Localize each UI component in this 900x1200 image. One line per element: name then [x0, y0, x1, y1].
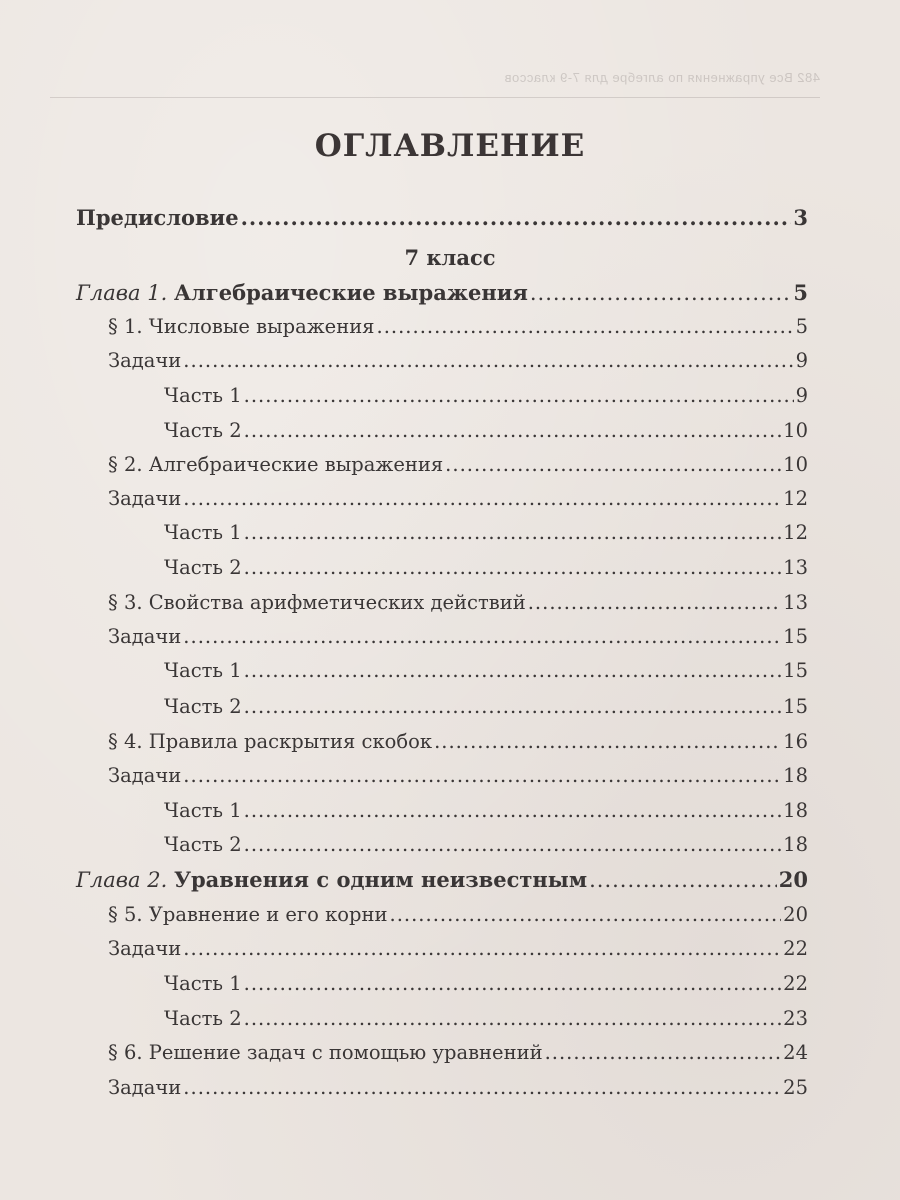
- chapter-name: Уравнения с одним неизвестным: [173, 867, 588, 892]
- chapter-name: Алгебраические выражения: [173, 280, 528, 305]
- toc-entry-label: Часть 2: [164, 1007, 242, 1030]
- toc-entry-page: 18: [783, 833, 808, 856]
- toc-tasks[interactable]: [108, 484, 808, 514]
- toc-tasks[interactable]: [108, 761, 808, 791]
- toc-part-1[interactable]: [164, 381, 808, 411]
- toc-entry-page: 5: [795, 315, 808, 338]
- toc-part-2[interactable]: [164, 1004, 808, 1034]
- toc-entry-label: Часть 1: [164, 799, 242, 822]
- toc-entry-label: Часть 1: [164, 384, 242, 407]
- toc-entry-page: 20: [783, 903, 808, 926]
- toc-entry-page: 20: [778, 867, 808, 892]
- toc-entry-label: Задачи: [108, 487, 182, 510]
- toc-tasks[interactable]: [108, 346, 808, 376]
- toc-entry-label: Часть 1: [164, 972, 242, 995]
- toc-entry-page: 9: [795, 384, 808, 407]
- toc-entry-label: Задачи: [108, 625, 182, 648]
- chapter-prefix: Глава 1.: [76, 281, 168, 305]
- toc-entry-label: Задачи: [108, 349, 182, 372]
- toc-entry-label: Часть 1: [164, 659, 242, 682]
- leader-dots: [390, 900, 782, 930]
- toc-part-1[interactable]: [164, 969, 808, 999]
- leader-dots: [244, 656, 782, 686]
- toc-entry-preface[interactable]: [76, 203, 808, 233]
- toc-chapter-1[interactable]: [76, 278, 808, 308]
- toc-entry-page: 12: [783, 521, 808, 544]
- leader-dots: [183, 484, 781, 514]
- toc-entry-page: 24: [783, 1041, 808, 1064]
- toc-part-2[interactable]: [164, 830, 808, 860]
- toc-entry-label: § 1. Числовые выражения: [108, 315, 375, 338]
- bleed-through-header: 482 Все упражнения по алгебре для 7-9 классов: [504, 70, 820, 85]
- toc-entry-label: Часть 2: [164, 419, 242, 442]
- toc-entry-page: 3: [793, 205, 808, 230]
- leader-dots: [183, 346, 793, 376]
- toc-entry-label: Часть 2: [164, 556, 242, 579]
- leader-dots: [183, 934, 781, 964]
- leader-dots: [183, 1073, 781, 1103]
- toc-entry-page: 18: [783, 799, 808, 822]
- leader-dots: [241, 203, 792, 233]
- leader-dots: [244, 381, 794, 411]
- toc-part-1[interactable]: [164, 656, 808, 686]
- grade-heading: 7 класс: [404, 245, 496, 270]
- leader-dots: [244, 416, 782, 446]
- toc-section-1[interactable]: [108, 312, 808, 342]
- leader-dots: [244, 692, 782, 722]
- toc-entry-label: Часть 2: [164, 833, 242, 856]
- leader-dots: [528, 588, 781, 618]
- toc-part-2[interactable]: [164, 416, 808, 446]
- toc-entry-page: 22: [783, 937, 808, 960]
- toc-entry-label: Задачи: [108, 937, 182, 960]
- leader-dots: [244, 553, 782, 583]
- leader-dots: [183, 761, 781, 791]
- toc-section-2[interactable]: [108, 450, 808, 480]
- leader-dots: [545, 1038, 782, 1068]
- leader-dots: [434, 727, 781, 757]
- toc-entry-page: 15: [783, 695, 808, 718]
- toc-tasks[interactable]: [108, 622, 808, 652]
- toc-entry-page: 13: [783, 591, 808, 614]
- toc-entry-label: § 6. Решение задач с помощью уравнений: [108, 1041, 543, 1064]
- toc-entry-page: 15: [783, 659, 808, 682]
- page-title: ОГЛАВЛЕНИЕ: [314, 128, 586, 164]
- leader-dots: [244, 969, 782, 999]
- toc-part-2[interactable]: [164, 553, 808, 583]
- toc-entry-page: 23: [783, 1007, 808, 1030]
- toc-entry-page: 15: [783, 625, 808, 648]
- toc-entry-page: 25: [783, 1076, 808, 1099]
- chapter-prefix: Глава 2.: [76, 868, 168, 892]
- toc-entry-label: § 2. Алгебраические выражения: [108, 453, 444, 476]
- toc-section-3[interactable]: [108, 588, 808, 618]
- leader-dots: [244, 796, 782, 826]
- toc-entry-page: 22: [783, 972, 808, 995]
- toc-entry-page: 9: [795, 349, 808, 372]
- leader-dots: [244, 830, 782, 860]
- toc-entry-label: Задачи: [108, 1076, 182, 1099]
- toc-chapter-label: [76, 865, 587, 895]
- toc-tasks[interactable]: [108, 1073, 808, 1103]
- toc-entry-page: 5: [793, 280, 808, 305]
- toc-entry-label: Часть 1: [164, 521, 242, 544]
- toc-entry-label: Предисловие: [76, 205, 239, 230]
- toc-entry-page: 12: [783, 487, 808, 510]
- toc-entry-label: § 4. Правила раскрытия скобок: [108, 730, 433, 753]
- toc-section-6[interactable]: [108, 1038, 808, 1068]
- toc-part-2[interactable]: [164, 692, 808, 722]
- leader-dots: [244, 518, 782, 548]
- toc-entry-label: § 3. Свойства арифметических действий: [108, 591, 526, 614]
- toc-tasks[interactable]: [108, 934, 808, 964]
- toc-part-1[interactable]: [164, 518, 808, 548]
- toc-entry-page: 16: [783, 730, 808, 753]
- leader-dots: [589, 865, 777, 895]
- toc-entry-label: Часть 2: [164, 695, 242, 718]
- toc-entry-page: 18: [783, 764, 808, 787]
- toc-chapter-label: [76, 278, 528, 308]
- leader-dots: [183, 622, 781, 652]
- leader-dots: [445, 450, 781, 480]
- toc-entry-page: 10: [783, 419, 808, 442]
- toc-entry-label: § 5. Уравнение и его корни: [108, 903, 388, 926]
- toc-entry-page: 13: [783, 556, 808, 579]
- toc-section-5[interactable]: [108, 900, 808, 930]
- toc-section-4[interactable]: [108, 727, 808, 757]
- toc-entry-page: 10: [783, 453, 808, 476]
- leader-dots: [377, 312, 794, 342]
- toc-entry-label: Задачи: [108, 764, 182, 787]
- toc-chapter-2[interactable]: [76, 865, 808, 895]
- toc-part-1[interactable]: [164, 796, 808, 826]
- leader-dots: [244, 1004, 782, 1034]
- leader-dots: [530, 278, 792, 308]
